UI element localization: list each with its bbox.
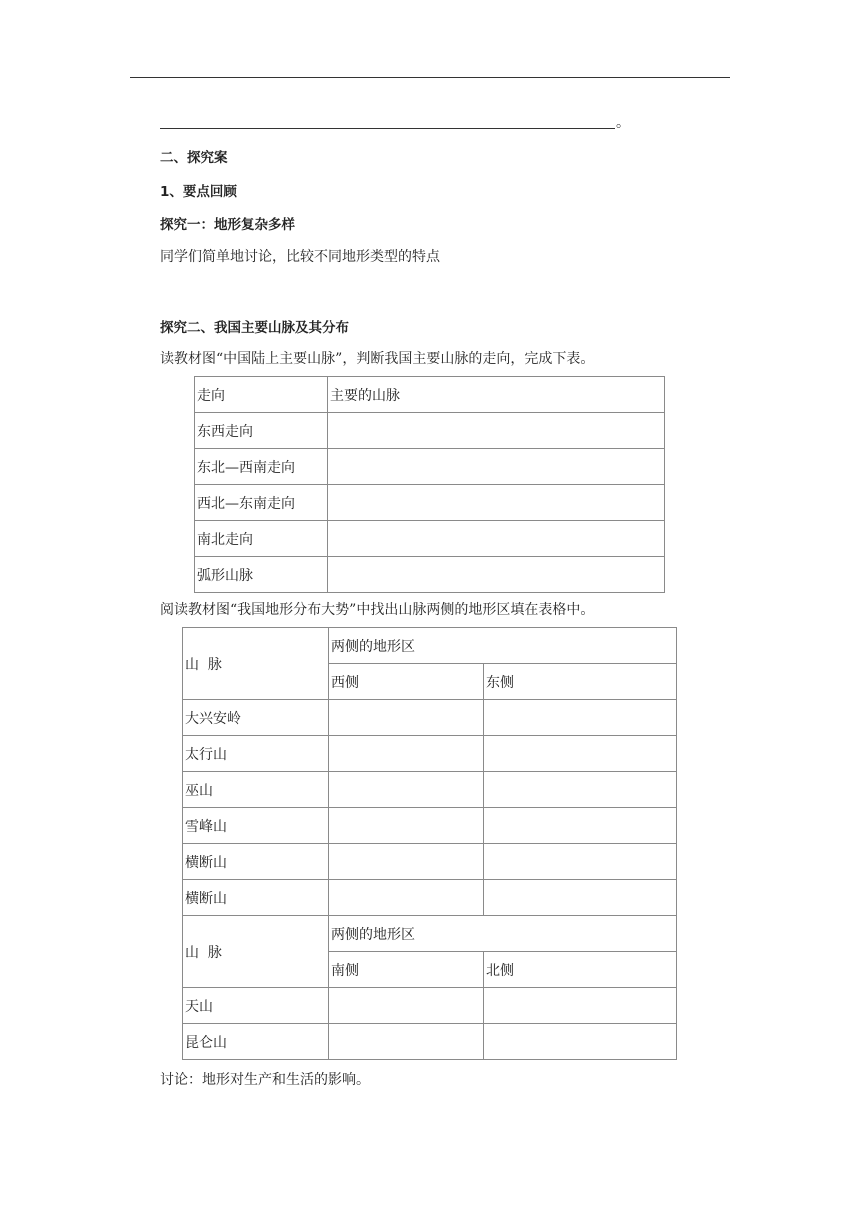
answer-cell: [329, 772, 484, 808]
table-row: [183, 808, 677, 844]
answer-cell: [484, 772, 677, 808]
row-label: 南北走向: [195, 521, 328, 557]
table-row: [183, 844, 677, 880]
side-header-east: 东侧: [484, 664, 677, 700]
table-row: [183, 736, 677, 772]
table-row: [195, 521, 665, 557]
mountain-name: 雪峰山: [183, 808, 329, 844]
row-label: 西北—东南走向: [195, 485, 328, 521]
header-cell: 走向: [195, 377, 328, 413]
answer-cell: [484, 736, 677, 772]
answer-cell: [328, 557, 665, 593]
header-rule: [130, 77, 730, 78]
explore1-title: 探究一：地形复杂多样: [160, 217, 295, 233]
header-cell: 主要的山脉: [328, 377, 665, 413]
answer-cell: [329, 880, 484, 916]
subsection-title: 1、要点回顾: [160, 184, 237, 200]
mountain-name: 天山: [183, 988, 329, 1024]
table-row: [183, 772, 677, 808]
answer-cell: [328, 485, 665, 521]
mountain-name: 大兴安岭: [183, 700, 329, 736]
instruction2: 阅读教材图“我国地形分布大势”中找出山脉两侧的地形区填在表格中。: [160, 602, 595, 618]
table-row: [195, 485, 665, 521]
mountain-name: 太行山: [183, 736, 329, 772]
answer-cell: [484, 880, 677, 916]
answer-cell: [329, 1024, 484, 1060]
mountain-name: 巫山: [183, 772, 329, 808]
answer-cell: [329, 736, 484, 772]
sides-header: 两侧的地形区: [329, 628, 677, 664]
answer-cell: [328, 413, 665, 449]
mountain-header: 山 脉: [183, 628, 329, 700]
answer-cell: [484, 700, 677, 736]
discussion-text: 讨论：地形对生产和生活的影响。: [160, 1072, 370, 1088]
table-row: [195, 449, 665, 485]
table-row: [195, 377, 665, 413]
answer-cell: [329, 844, 484, 880]
table-row: [195, 413, 665, 449]
section-title: 二、探究案: [160, 150, 228, 166]
table-row: [183, 1024, 677, 1060]
answer-cell: [329, 988, 484, 1024]
table-row: [183, 880, 677, 916]
side-header-north: 北侧: [484, 952, 677, 988]
terrain-sides-table: [182, 627, 677, 1060]
direction-table: [194, 376, 665, 593]
table-row: [183, 988, 677, 1024]
explore2-title: 探究二、我国主要山脉及其分布: [160, 320, 349, 336]
mountain-name: 横断山: [183, 880, 329, 916]
row-label: 东西走向: [195, 413, 328, 449]
row-label: 弧形山脉: [195, 557, 328, 593]
explore2-instruction: 读教材图“中国陆上主要山脉”，判断我国主要山脉的走向，完成下表。: [160, 351, 595, 367]
answer-cell: [484, 808, 677, 844]
answer-cell: [328, 521, 665, 557]
row-label: 东北—西南走向: [195, 449, 328, 485]
table-row: [195, 557, 665, 593]
blank-period: 。: [616, 115, 630, 131]
table-row: [183, 916, 677, 952]
answer-blank-line: [160, 128, 615, 129]
answer-cell: [329, 700, 484, 736]
explore1-text: 同学们简单地讨论，比较不同地形类型的特点: [160, 249, 440, 265]
answer-cell: [328, 449, 665, 485]
side-header-south: 南侧: [329, 952, 484, 988]
answer-cell: [484, 1024, 677, 1060]
answer-cell: [484, 988, 677, 1024]
table-row: [183, 628, 677, 664]
sides-header: 两侧的地形区: [329, 916, 677, 952]
answer-cell: [329, 808, 484, 844]
mountain-name: 横断山: [183, 844, 329, 880]
mountain-name: 昆仑山: [183, 1024, 329, 1060]
answer-cell: [484, 844, 677, 880]
side-header-west: 西侧: [329, 664, 484, 700]
table-row: [183, 700, 677, 736]
mountain-header: 山 脉: [183, 916, 329, 988]
